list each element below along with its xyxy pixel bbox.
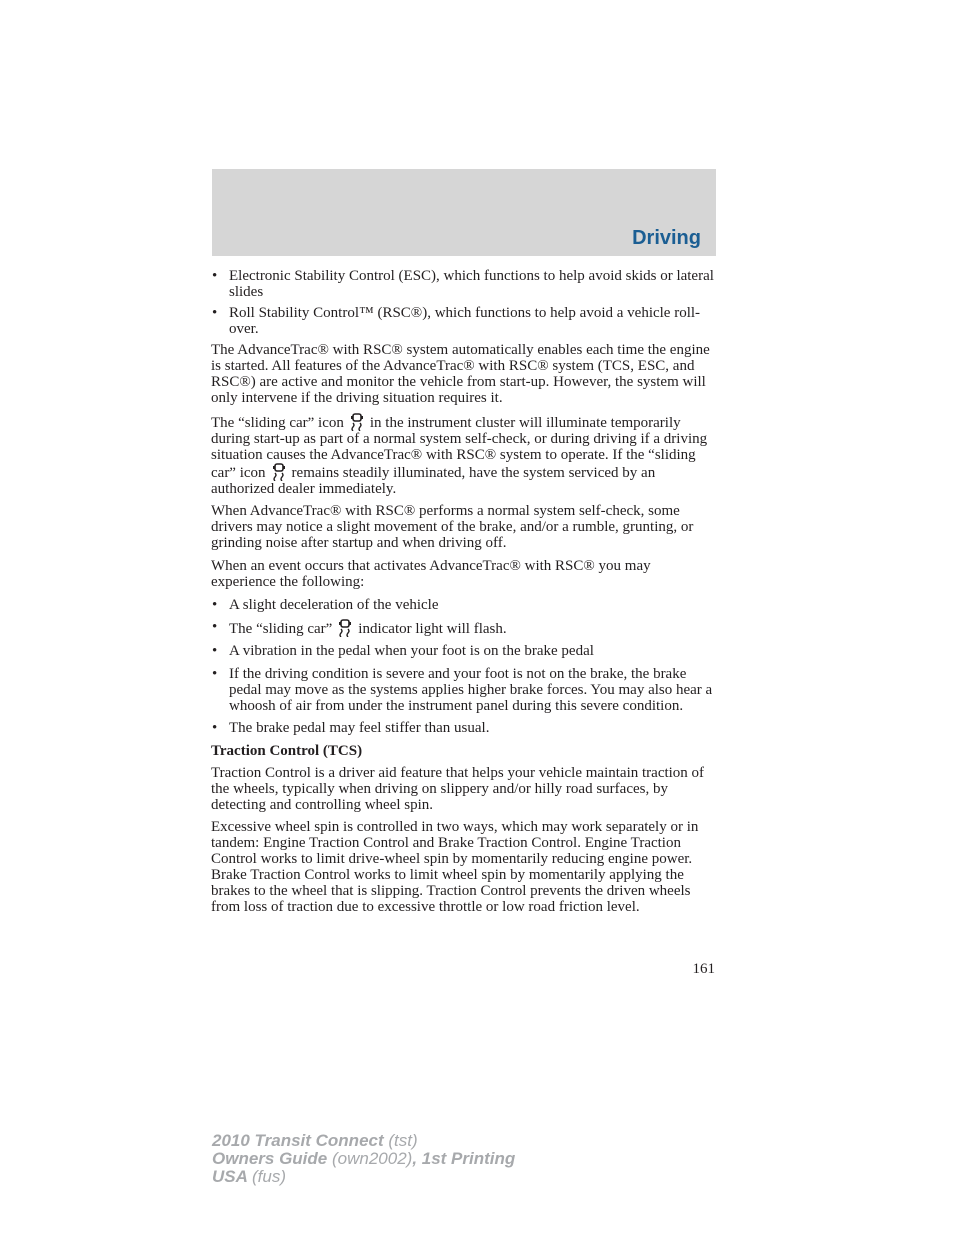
bullet-vibration: • A vibration in the pedal when your foot is on the brake pedal xyxy=(212,643,594,659)
bullet-dot: • xyxy=(212,268,218,284)
paragraph-self-check: When AdvanceTrac® with RSC® performs a normal system self-check, some drivers may notice a slight movement of the brake, and/or a rumble, grunting, or grinding noise after startup and when driving off. xyxy=(211,503,694,551)
bullet-indicator-flash: • The “sliding car” indicator light will flash. xyxy=(212,619,507,637)
bullet-dot: • xyxy=(212,720,218,736)
paragraph-traction-intro: Traction Control is a driver aid feature that helps your vehicle maintain traction of the wheels, typically when driving on slippery and/or hilly road surfaces, by detecting and controlling wheel spin. xyxy=(211,765,705,813)
footer-print-info xyxy=(212,1132,515,1186)
bullet-deceleration: • A slight deceleration of the vehicle xyxy=(212,597,439,613)
bullet-dot: • xyxy=(212,305,218,321)
bullet-rsc: • Roll Stability Control™ (RSC®), which functions to help avoid a vehicle roll-over. xyxy=(212,305,701,337)
footer-line-region: USA (fus) xyxy=(212,1167,286,1186)
sliding-car-icon xyxy=(350,413,364,431)
section-title: Driving xyxy=(632,227,701,249)
bullet-dot: • xyxy=(212,643,218,659)
page-content xyxy=(211,268,717,915)
paragraph-event: When an event occurs that activates AdvanceTrac® with RSC® you may experience the following: xyxy=(211,558,651,590)
bullet-esc: • Electronic Stability Control (ESC), which functions to help avoid skids or lateral slides xyxy=(212,268,714,300)
paragraph-wheel-spin: Excessive wheel spin is controlled in two ways, which may work separately or in tandem: Engine Traction Control and Brake Traction Control. Engine Traction Control works to limit drive-wheel spin by momentarily reducing engine power. Brake Traction Control works to limit wheel spin by momentarily applying the brakes to the wheel that is slipping. Traction Control prevents the driven wheels from loss of traction due to excessive throttle or low road friction level. xyxy=(211,819,699,915)
page-number: 161 xyxy=(692,961,715,977)
sliding-car-icon xyxy=(272,463,286,481)
section-header xyxy=(212,169,716,256)
bullet-dot: • xyxy=(212,619,218,635)
bullet-dot: • xyxy=(212,597,218,613)
footer-line-model: 2010 Transit Connect (tst) xyxy=(212,1131,418,1150)
footer-line-guide: Owners Guide (own2002), 1st Printing xyxy=(212,1149,516,1168)
bullet-dot: • xyxy=(212,666,218,682)
paragraph-sliding-car: The “sliding car” icon in the instrument cluster will illuminate temporarily during start-up as part of a normal system self-check, or during driving if a driving situation causes the AdvanceTrac® with RSC® system to operate. If the “sliding car” icon remains steadily illuminated, have the system serviced by an authorized dealer immediately. xyxy=(211,415,708,497)
heading-traction-control: Traction Control (TCS) xyxy=(211,743,363,759)
bullet-stiffer-pedal: • The brake pedal may feel stiffer than usual. xyxy=(212,720,490,736)
paragraph-advancetrac: The AdvanceTrac® with RSC® system automatically enables each time the engine is started. All features of the AdvanceTrac® with RSC® system (TCS, ESC, and RSC®) are active and monitor the vehicle from start-up. However, the system will only intervene if the driving situation requires it. xyxy=(211,342,710,406)
sliding-car-icon xyxy=(338,619,352,637)
bullet-severe-condition: • If the driving condition is severe and your foot is not on the brake, the brake pedal may move as the systems applies higher brake forces. You may also hear a whoosh of air from under the instrument panel during this severe condition. xyxy=(212,666,713,714)
